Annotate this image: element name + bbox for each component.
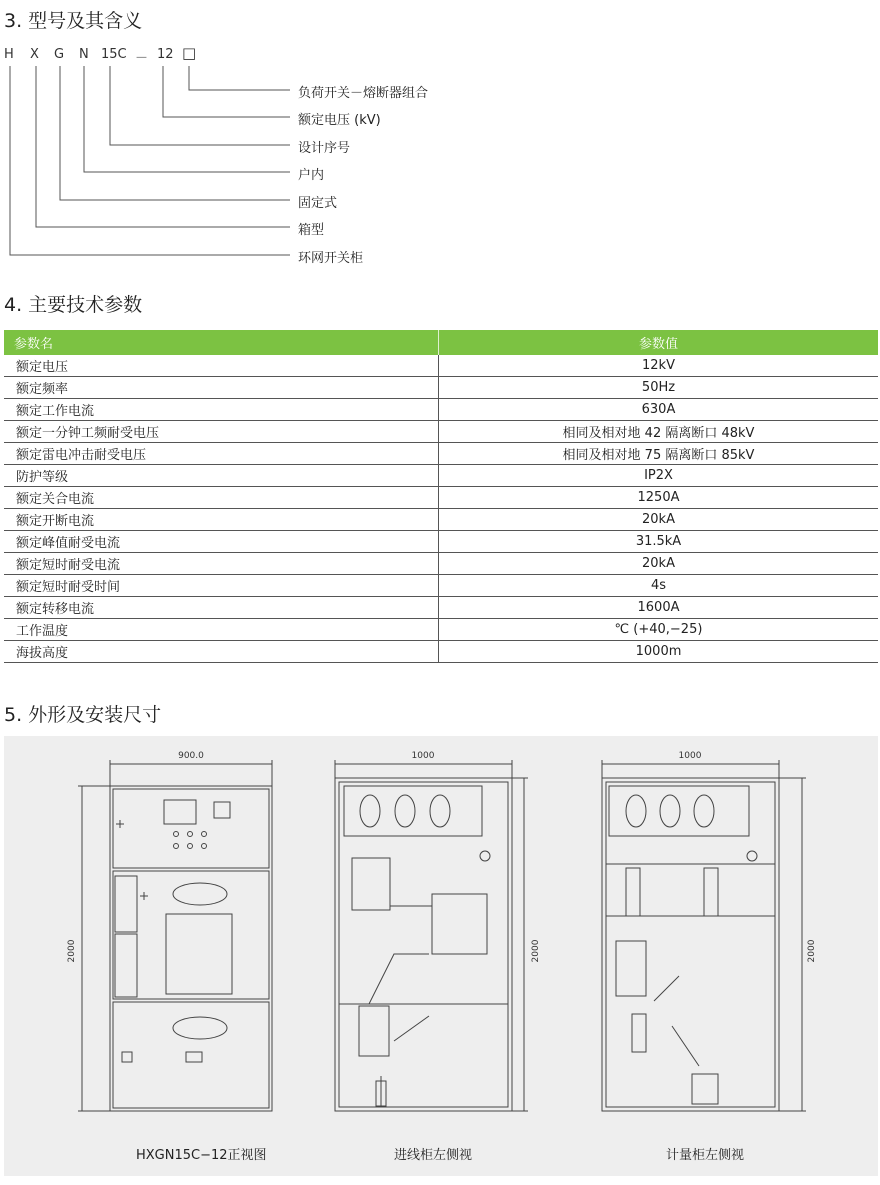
front-view [78,760,272,1111]
code-part-n: N [79,47,89,62]
spec-param-value: 相同及相对地 75 隔离断口 85kV [439,443,879,465]
header-param-name: 参数名 [4,330,439,355]
spec-param-name: 额定转移电流 [4,597,439,619]
spec-param-value: 4s [439,575,879,597]
spec-param-name: 工作温度 [4,619,439,641]
incoming-side-view [335,760,528,1111]
spec-param-value: 相同及相对地 42 隔离断口 48kV [439,421,879,443]
header-param-value: 参数值 [439,330,879,355]
spec-param-name: 海拔高度 [4,641,439,663]
spec-row [4,377,878,399]
spec-row [4,487,878,509]
spec-param-name: 额定关合电流 [4,487,439,509]
spec-row [4,553,878,575]
meaning-rated-voltage: 额定电压 (kV) [298,113,381,128]
spec-param-value: 1000m [439,641,879,663]
spec-param-name: 额定雷电冲击耐受电压 [4,443,439,465]
spec-row [4,399,878,421]
incoming-height-dim: 2000 [531,939,541,963]
spec-table [4,330,878,663]
spec-row [4,575,878,597]
spec-param-value: 12kV [439,355,879,377]
spec-param-value: 630A [439,399,879,421]
front-view-caption: HXGN15C−12正视图 [136,1148,267,1163]
spec-row [4,641,878,663]
spec-param-name: 额定短时耐受时间 [4,575,439,597]
meaning-ring-main: 环网开关柜 [298,251,364,266]
metering-width-dim: 1000 [678,751,702,761]
spec-row [4,443,878,465]
spec-row [4,509,878,531]
spec-row [4,465,878,487]
spec-param-name: 额定一分钟工频耐受电压 [4,421,439,443]
front-height-dim: 2000 [67,939,77,963]
spec-param-name: 额定工作电流 [4,399,439,421]
spec-param-value: ℃ (+40,−25) [439,619,879,641]
section5-title: 5. 外形及安装尺寸 [4,704,162,726]
code-part-g: G [54,47,65,62]
section3-title: 3. 型号及其含义 [4,10,143,32]
spec-param-value: 1600A [439,597,879,619]
spec-param-name: 额定峰值耐受电流 [4,531,439,553]
metering-view-caption: 计量柜左侧视 [666,1148,745,1163]
meaning-design-no: 设计序号 [298,141,351,156]
model-leader-lines [0,0,880,270]
incoming-width-dim: 1000 [411,751,435,761]
section4-title: 4. 主要技术参数 [4,294,143,316]
spec-param-name: 额定开断电流 [4,509,439,531]
spec-row [4,531,878,553]
spec-header-row [4,330,878,355]
spec-row [4,421,878,443]
spec-body [4,355,878,663]
spec-param-value: IP2X [439,465,879,487]
incoming-view-caption: 进线柜左侧视 [394,1148,473,1163]
spec-row [4,619,878,641]
drawings-svg [4,736,878,1176]
spec-param-name: 额定频率 [4,377,439,399]
spec-param-value: 20kA [439,509,879,531]
code-part-box: □ [182,44,197,62]
spec-param-value: 50Hz [439,377,879,399]
code-part-dash: － [135,51,149,66]
meaning-fixed: 固定式 [298,196,338,211]
code-part-12: 12 [157,47,174,62]
dimension-drawings [4,736,878,1176]
spec-param-name: 额定电压 [4,355,439,377]
spec-row [4,355,878,377]
meaning-indoor: 户内 [298,168,325,183]
meaning-box: 箱型 [298,223,325,238]
code-part-15c: 15C [101,47,127,62]
metering-side-view [602,760,806,1111]
spec-row [4,597,878,619]
meaning-fuse-combo: 负荷开关－熔断器组合 [298,86,429,101]
code-part-x: X [30,47,39,62]
spec-param-value: 31.5kA [439,531,879,553]
spec-param-value: 20kA [439,553,879,575]
front-width-dim: 900.0 [178,751,204,761]
spec-param-value: 1250A [439,487,879,509]
spec-param-name: 额定短时耐受电流 [4,553,439,575]
spec-param-name: 防护等级 [4,465,439,487]
metering-height-dim: 2000 [807,939,817,963]
code-part-h: H [4,47,14,62]
